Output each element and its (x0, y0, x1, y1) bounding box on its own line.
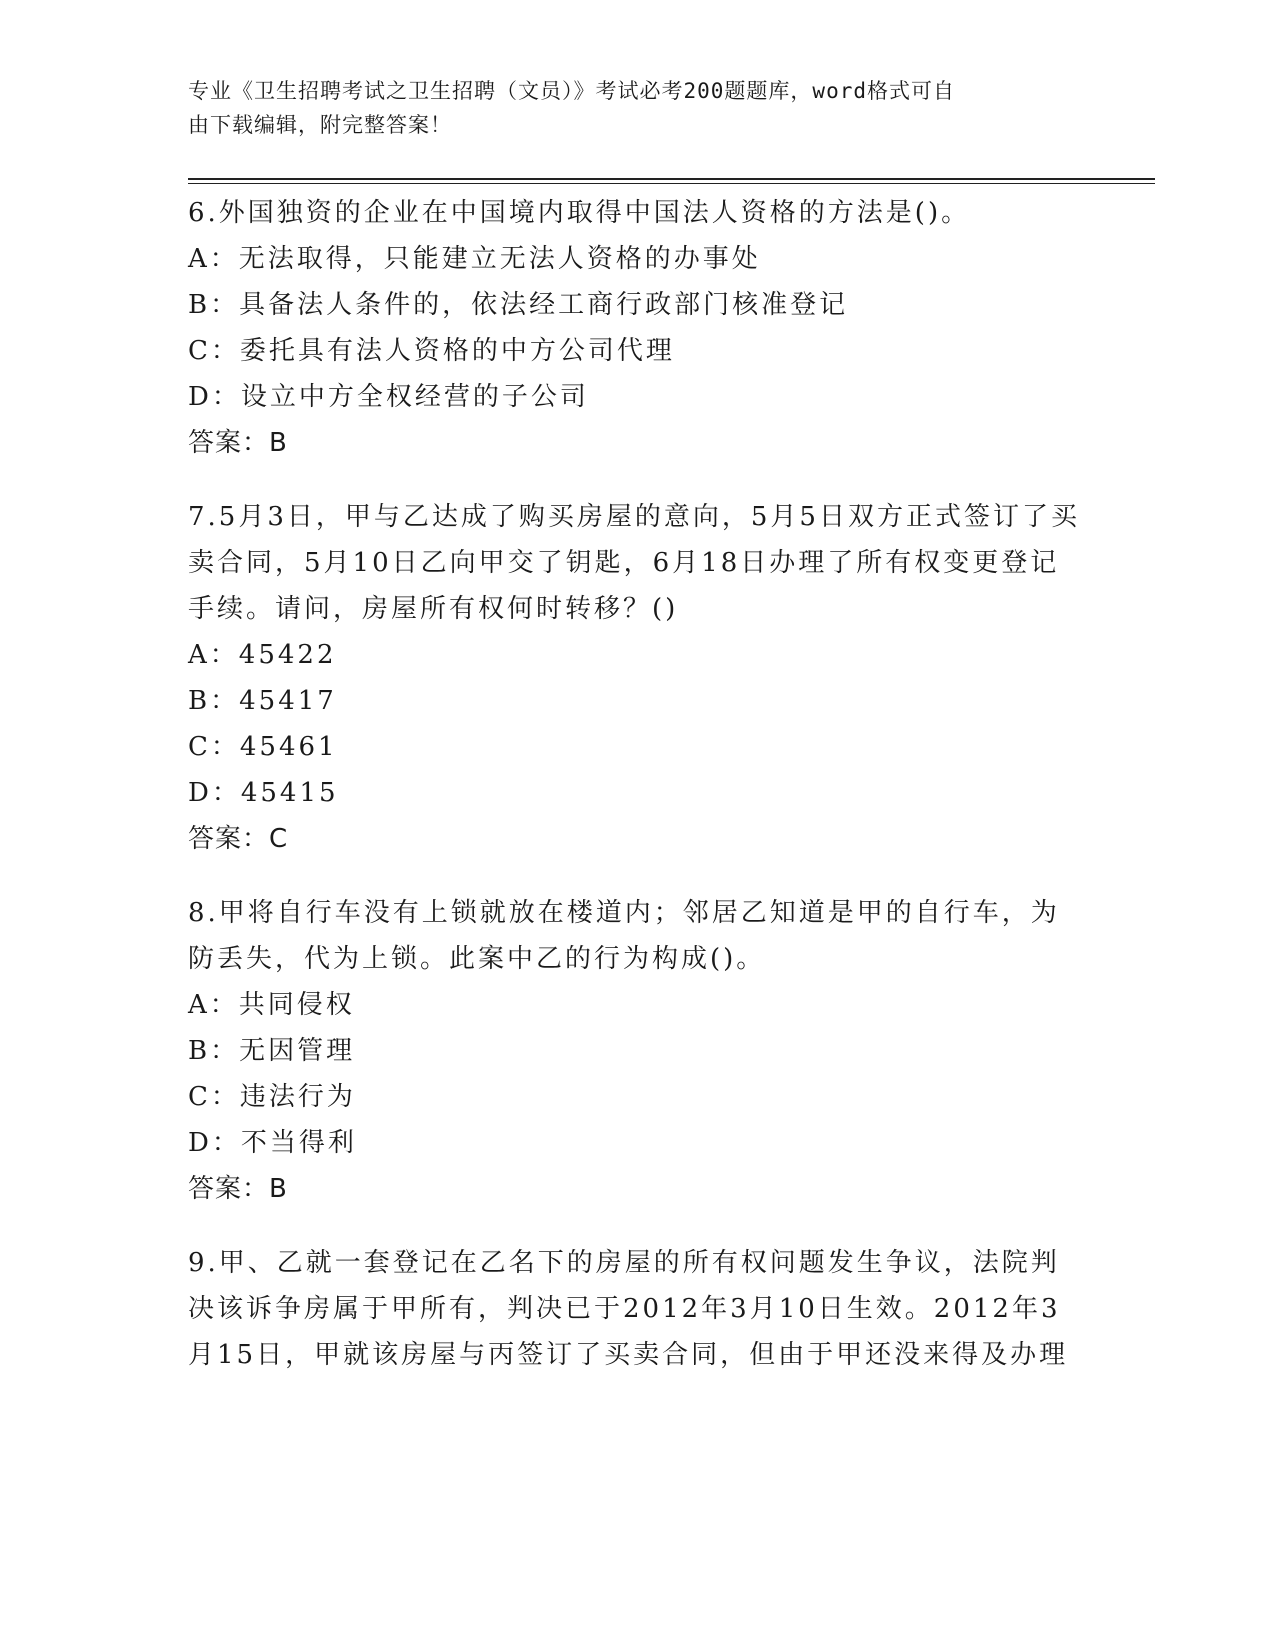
option-c: C：45461 (188, 732, 338, 762)
option-b: B：具备法人条件的，依法经工商行政部门核准登记 (188, 290, 849, 320)
question-7 (188, 494, 1088, 862)
question-9 (188, 1240, 1088, 1378)
question-6 (188, 190, 1088, 466)
header-divider-thin (188, 183, 1155, 184)
option-c: C：违法行为 (188, 1082, 356, 1112)
option-d: D：设立中方全权经营的子公司 (188, 382, 589, 412)
question-stem: 9.甲、乙就一套登记在乙名下的房屋的所有权问题发生争议，法院判决该诉争房属于甲所有，判决已于2012年3月10日生效。2012年3月15日，甲就该房屋与丙签订了买卖合同，但由于甲还没来得及办理 (188, 1248, 1069, 1370)
answer: 答案：B (188, 428, 288, 458)
option-a: A：共同侵权 (188, 990, 355, 1020)
question-8 (188, 890, 1088, 1212)
option-d: D：45415 (188, 778, 339, 808)
question-stem: 6.外国独资的企业在中国境内取得中国法人资格的方法是()。 (188, 198, 971, 228)
option-b: B：45417 (188, 686, 337, 716)
option-b: B：无因管理 (188, 1036, 356, 1066)
document-header (188, 74, 1068, 142)
question-list (188, 190, 1088, 1406)
header-line-2: 由下载编辑，附完整答案！ (188, 113, 452, 137)
header-line-1: 专业《卫生招聘考试之卫生招聘（文员）》考试必考200题题库，word格式可自 (188, 79, 955, 103)
option-c: C：委托具有法人资格的中方公司代理 (188, 336, 675, 366)
header-divider-thick (188, 178, 1155, 180)
question-stem: 7.5月3日，甲与乙达成了购买房屋的意向，5月5日双方正式签订了买卖合同，5月10日乙向甲交了钥匙，6月18日办理了所有权变更登记手续。请问，房屋所有权何时转移？() (188, 502, 1080, 624)
answer: 答案：B (188, 1174, 288, 1204)
option-d: D：不当得利 (188, 1128, 357, 1158)
answer: 答案：C (188, 824, 289, 854)
question-stem: 8.甲将自行车没有上锁就放在楼道内；邻居乙知道是甲的自行车，为防丢失，代为上锁。此案中乙的行为构成()。 (188, 898, 1060, 974)
option-a: A：无法取得，只能建立无法人资格的办事处 (188, 244, 761, 274)
option-a: A：45422 (188, 640, 337, 670)
